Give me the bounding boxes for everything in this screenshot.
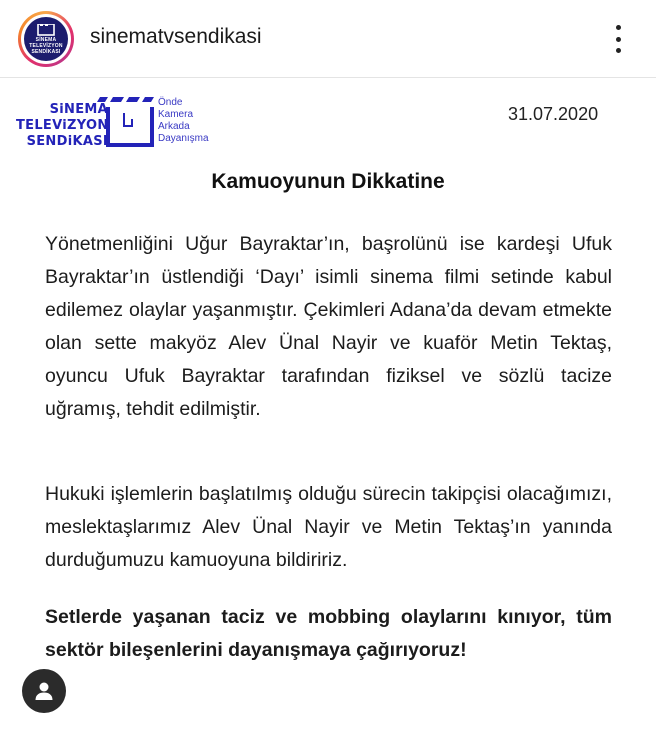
tagline-line: Kamera xyxy=(158,109,194,120)
statement-closing: Setlerde yaşanan taciz ve mobbing olaylarını kınıyor, tüm sektör bileşenlerini dayanışmaya çağırıyoruz! xyxy=(45,606,612,661)
tagline-line: Önde xyxy=(158,97,183,108)
statement-title: Kamuoyunun Dikkatine xyxy=(211,170,445,193)
logo-line: SENDiKASI xyxy=(26,134,108,149)
avatar-text-line: SİNEMA xyxy=(35,36,57,43)
more-vertical-icon[interactable] xyxy=(606,22,630,56)
tag-people-button[interactable] xyxy=(22,669,66,713)
tagline-line: Arkada xyxy=(158,121,190,132)
statement-paragraph: Hukuki işlemlerin başlatılmış olduğu sürecin takipçisi olacağımızı, meslektaşlarımız Alev Ünal Nayir ve Metin Tektaş’ın yanında durduğumuzu kamuoyuna bildiririz. xyxy=(45,483,612,571)
camera-logo-icon xyxy=(37,24,55,36)
union-logo xyxy=(16,93,226,157)
post-header xyxy=(0,0,656,78)
avatar-text-line: TELEVİZYON xyxy=(29,42,63,49)
camera-frame-icon xyxy=(96,93,158,153)
user-icon xyxy=(33,680,55,702)
statement-paragraph: Yönetmenliğini Uğur Bayraktar’ın, başrolünü ise kardeşi Ufuk Bayraktar’ın üstlendiği ‘Dayı’ isimli sinema filmi setinde kabul edilemez olaylar yaşanmıştır. Çekimleri Adana’da devam etmekte olan sette makyöz Alev Ünal Nayir ve kuaför Metin Tektaş, oyuncu Ufuk Bayraktar tarafından fiziksel ve sözlü tacize uğramış, tehdit edilmiştir. xyxy=(45,233,612,420)
username-link[interactable]: sinematvsendikasi xyxy=(90,25,262,48)
tagline-line: Dayanışma xyxy=(158,133,209,144)
logo-wordmark xyxy=(16,102,108,150)
profile-avatar[interactable] xyxy=(18,11,74,67)
avatar-text-line: SENDİKASI xyxy=(31,48,61,55)
logo-line: SiNEMA xyxy=(49,102,108,117)
avatar-logo xyxy=(24,17,68,61)
logo-tagline xyxy=(158,97,209,145)
statement-date: 31.07.2020 xyxy=(508,104,599,124)
logo-line: TELEViZYON xyxy=(16,118,109,133)
